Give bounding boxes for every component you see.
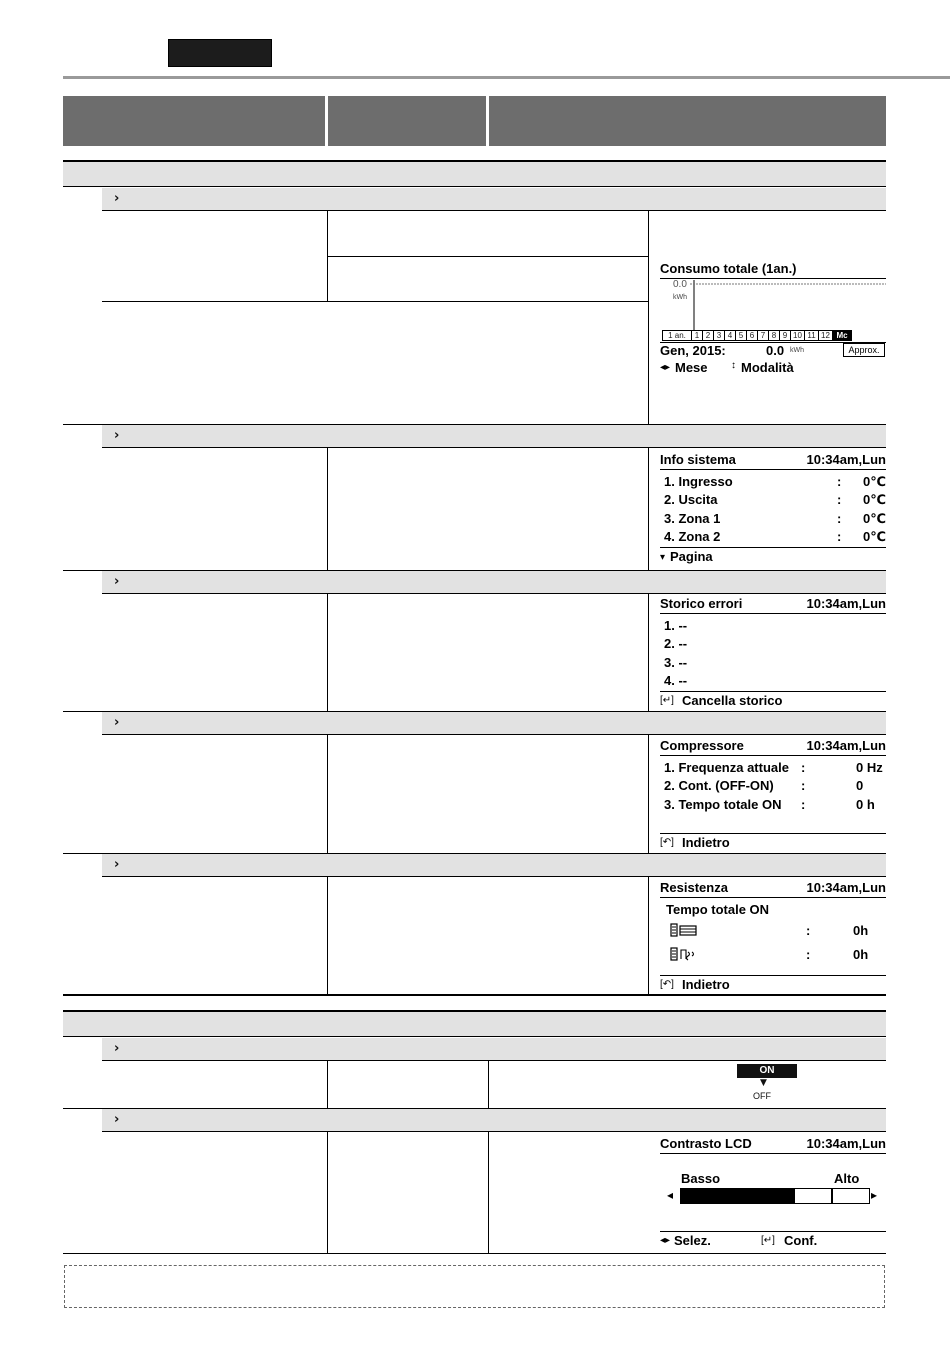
col-divider xyxy=(648,210,649,424)
divider xyxy=(63,1036,886,1037)
subsection-band xyxy=(102,712,886,734)
row-value: 0 h xyxy=(856,797,875,812)
row-label: 2. Cont. (OFF-ON) xyxy=(664,778,774,793)
section-band-1 xyxy=(63,162,886,186)
row-value: 0h xyxy=(853,947,869,962)
energy-unit: kWh xyxy=(790,347,804,354)
col-divider xyxy=(648,876,649,994)
energy-consumption-screen xyxy=(660,260,886,376)
row-sep: : xyxy=(837,529,842,544)
month-tab[interactable]: 6 xyxy=(746,330,758,341)
subsection-band xyxy=(102,188,886,210)
row-value: 0 Hz xyxy=(856,760,883,775)
divider xyxy=(102,593,886,594)
energy-chart xyxy=(660,278,886,338)
col-divider xyxy=(648,734,649,853)
table-header-col3 xyxy=(489,96,886,146)
confirm-label: Conf. xyxy=(784,1233,818,1248)
month-tabs[interactable] xyxy=(662,330,886,341)
row-value: 0℃ xyxy=(863,511,886,526)
contrast-level-block xyxy=(794,1188,832,1204)
divider xyxy=(102,210,886,211)
low-label: Basso xyxy=(681,1171,721,1186)
title-underline xyxy=(660,1153,886,1154)
title-underline xyxy=(660,897,886,898)
col-divider xyxy=(327,593,328,711)
y-axis-unit: kWh xyxy=(673,294,687,301)
energy-value: 0.0 xyxy=(766,343,785,358)
screen-title: Info sistema xyxy=(660,452,736,467)
subsection-band xyxy=(102,854,886,876)
subsection-band xyxy=(102,571,886,593)
month-tab[interactable]: 9 xyxy=(779,330,791,341)
col-divider xyxy=(327,734,328,853)
col-divider xyxy=(327,876,328,994)
back-label: Indietro xyxy=(682,977,730,992)
row-label: 2. Uscita xyxy=(664,492,718,507)
col-divider xyxy=(648,593,649,711)
error-row: 3. -- xyxy=(664,655,688,670)
subtitle: Tempo totale ON xyxy=(666,902,770,917)
row-label: 1. Frequenza attuale xyxy=(664,760,789,775)
row-sep: : xyxy=(837,492,842,507)
divider xyxy=(102,1131,886,1132)
section-divider xyxy=(63,994,886,996)
screen-clock: 10:34am,Lun xyxy=(806,738,886,753)
heater-screen xyxy=(660,880,886,994)
screen-title: Resistenza xyxy=(660,880,728,895)
subsection-band xyxy=(102,1109,886,1131)
month-tab[interactable]: 11 xyxy=(804,330,819,341)
month-tab[interactable]: 12 xyxy=(818,330,833,341)
month-tab[interactable]: 10 xyxy=(790,330,805,341)
header-tab xyxy=(168,39,272,67)
back-icon: [↶] xyxy=(660,979,674,990)
row-label: 1. Ingresso xyxy=(664,474,733,489)
divider xyxy=(660,691,886,692)
row-sep: : xyxy=(837,474,842,489)
system-info-screen xyxy=(660,452,886,568)
divider xyxy=(102,447,886,448)
chevron-right-icon: › xyxy=(114,1112,120,1127)
col-divider xyxy=(327,1060,328,1108)
row-value: 0h xyxy=(853,923,869,938)
divider xyxy=(102,876,886,877)
month-tab[interactable]: 3 xyxy=(713,330,725,341)
col-divider xyxy=(648,447,649,570)
divider xyxy=(660,975,886,976)
title-underline xyxy=(660,613,886,614)
left-right-arrow-icon: ◂▸ xyxy=(660,1235,671,1246)
divider xyxy=(63,186,886,187)
up-down-arrow-icon: ↕ xyxy=(731,360,736,371)
row-value: 0℃ xyxy=(863,474,886,489)
col-divider xyxy=(327,447,328,570)
right-arrow-icon[interactable]: ▸ xyxy=(871,1188,878,1202)
clear-history-label: Cancella storico xyxy=(682,693,783,708)
contrast-level-block xyxy=(756,1188,794,1204)
nav-month-label: Mese xyxy=(675,360,708,375)
down-arrow-icon: ▾ xyxy=(660,552,666,563)
divider xyxy=(327,256,648,257)
subsection-band xyxy=(102,425,886,447)
contrast-level-block xyxy=(680,1188,718,1204)
tank-heater-icon xyxy=(670,922,700,938)
high-label: Alto xyxy=(834,1171,860,1186)
row-value: 0 xyxy=(856,778,864,793)
chevron-right-icon: › xyxy=(114,574,120,589)
divider xyxy=(102,734,886,735)
section-band-2 xyxy=(63,1012,886,1036)
row-sep: : xyxy=(806,947,811,962)
note-box xyxy=(64,1265,885,1308)
row-sep: : xyxy=(837,511,842,526)
down-arrow-icon: ▼ xyxy=(760,1078,767,1088)
title-underline xyxy=(660,755,886,756)
back-icon: [↶] xyxy=(660,837,674,848)
subsection-band xyxy=(102,1038,886,1060)
lcd-contrast-screen xyxy=(660,1136,886,1250)
row-sep: : xyxy=(801,760,806,775)
month-tab[interactable]: 1 an. xyxy=(662,330,692,341)
back-label: Indietro xyxy=(682,835,730,850)
col-divider xyxy=(488,1060,489,1108)
contrast-slider[interactable] xyxy=(680,1188,870,1206)
chevron-right-icon: › xyxy=(114,715,120,730)
divider xyxy=(660,547,886,548)
enter-key-icon: [↵] xyxy=(660,695,674,706)
divider xyxy=(660,833,886,834)
y-axis-value: 0.0 xyxy=(673,279,687,290)
screen-title: Compressore xyxy=(660,738,744,753)
row-sep: : xyxy=(806,923,811,938)
header-rule xyxy=(63,76,950,79)
page-label: Pagina xyxy=(670,549,713,564)
nav-mode-label: Modalità xyxy=(741,360,794,375)
screen-title: Storico errori xyxy=(660,596,743,611)
screen-clock: 10:34am,Lun xyxy=(806,1136,886,1151)
month-tab[interactable]: 2 xyxy=(702,330,714,341)
enter-key-icon: [↵] xyxy=(761,1235,775,1246)
screen-clock: 10:34am,Lun xyxy=(806,452,886,467)
divider xyxy=(660,1231,886,1232)
screen-title: Consumo totale (1an.) xyxy=(660,261,797,276)
chevron-right-icon: › xyxy=(114,857,120,872)
contrast-level-block xyxy=(832,1188,870,1204)
error-history-screen xyxy=(660,596,886,710)
title-underline xyxy=(660,469,886,470)
error-row: 1. -- xyxy=(664,618,688,633)
chevron-right-icon: › xyxy=(114,1041,120,1056)
select-label: Selez. xyxy=(674,1233,711,1248)
tab-current[interactable]: Mc xyxy=(832,330,852,341)
divider xyxy=(102,301,648,302)
row-sep: : xyxy=(801,778,806,793)
month-tab[interactable]: 1 xyxy=(691,330,703,341)
contrast-level-block xyxy=(718,1188,756,1204)
screen-clock: 10:34am,Lun xyxy=(806,880,886,895)
backup-heater-icon xyxy=(670,946,700,962)
table-header-col2 xyxy=(328,96,486,146)
row-sep: : xyxy=(801,797,806,812)
col-divider xyxy=(327,1131,328,1253)
row-label: 3. Tempo totale ON xyxy=(664,797,782,812)
chevron-right-icon: › xyxy=(114,191,120,206)
row-value: 0℃ xyxy=(863,529,886,544)
toggle-off-option[interactable]: OFF xyxy=(753,1091,771,1101)
error-row: 4. -- xyxy=(664,673,688,688)
month-tab[interactable]: 5 xyxy=(735,330,747,341)
row-value: 0℃ xyxy=(863,492,886,507)
month-tab[interactable]: 8 xyxy=(768,330,780,341)
screen-clock: 10:34am,Lun xyxy=(806,596,886,611)
divider xyxy=(102,1060,886,1061)
approx-button[interactable]: Approx. xyxy=(843,343,885,357)
divider xyxy=(63,1253,886,1254)
row-label: 4. Zona 2 xyxy=(664,529,721,544)
month-label: Gen, 2015: xyxy=(660,343,726,358)
left-right-arrow-icon: ◂▸ xyxy=(660,362,671,373)
left-arrow-icon[interactable]: ◂ xyxy=(667,1188,674,1202)
screen-title: Contrasto LCD xyxy=(660,1136,752,1151)
compressor-screen xyxy=(660,738,886,852)
toggle-on-option[interactable]: ON xyxy=(737,1064,797,1078)
row-label: 3. Zona 1 xyxy=(664,511,721,526)
error-row: 2. -- xyxy=(664,636,688,651)
table-header-col1 xyxy=(63,96,325,146)
month-tab[interactable]: 4 xyxy=(724,330,736,341)
month-tab[interactable]: 7 xyxy=(757,330,769,341)
chevron-right-icon: › xyxy=(114,428,120,443)
col-divider xyxy=(488,1131,489,1253)
